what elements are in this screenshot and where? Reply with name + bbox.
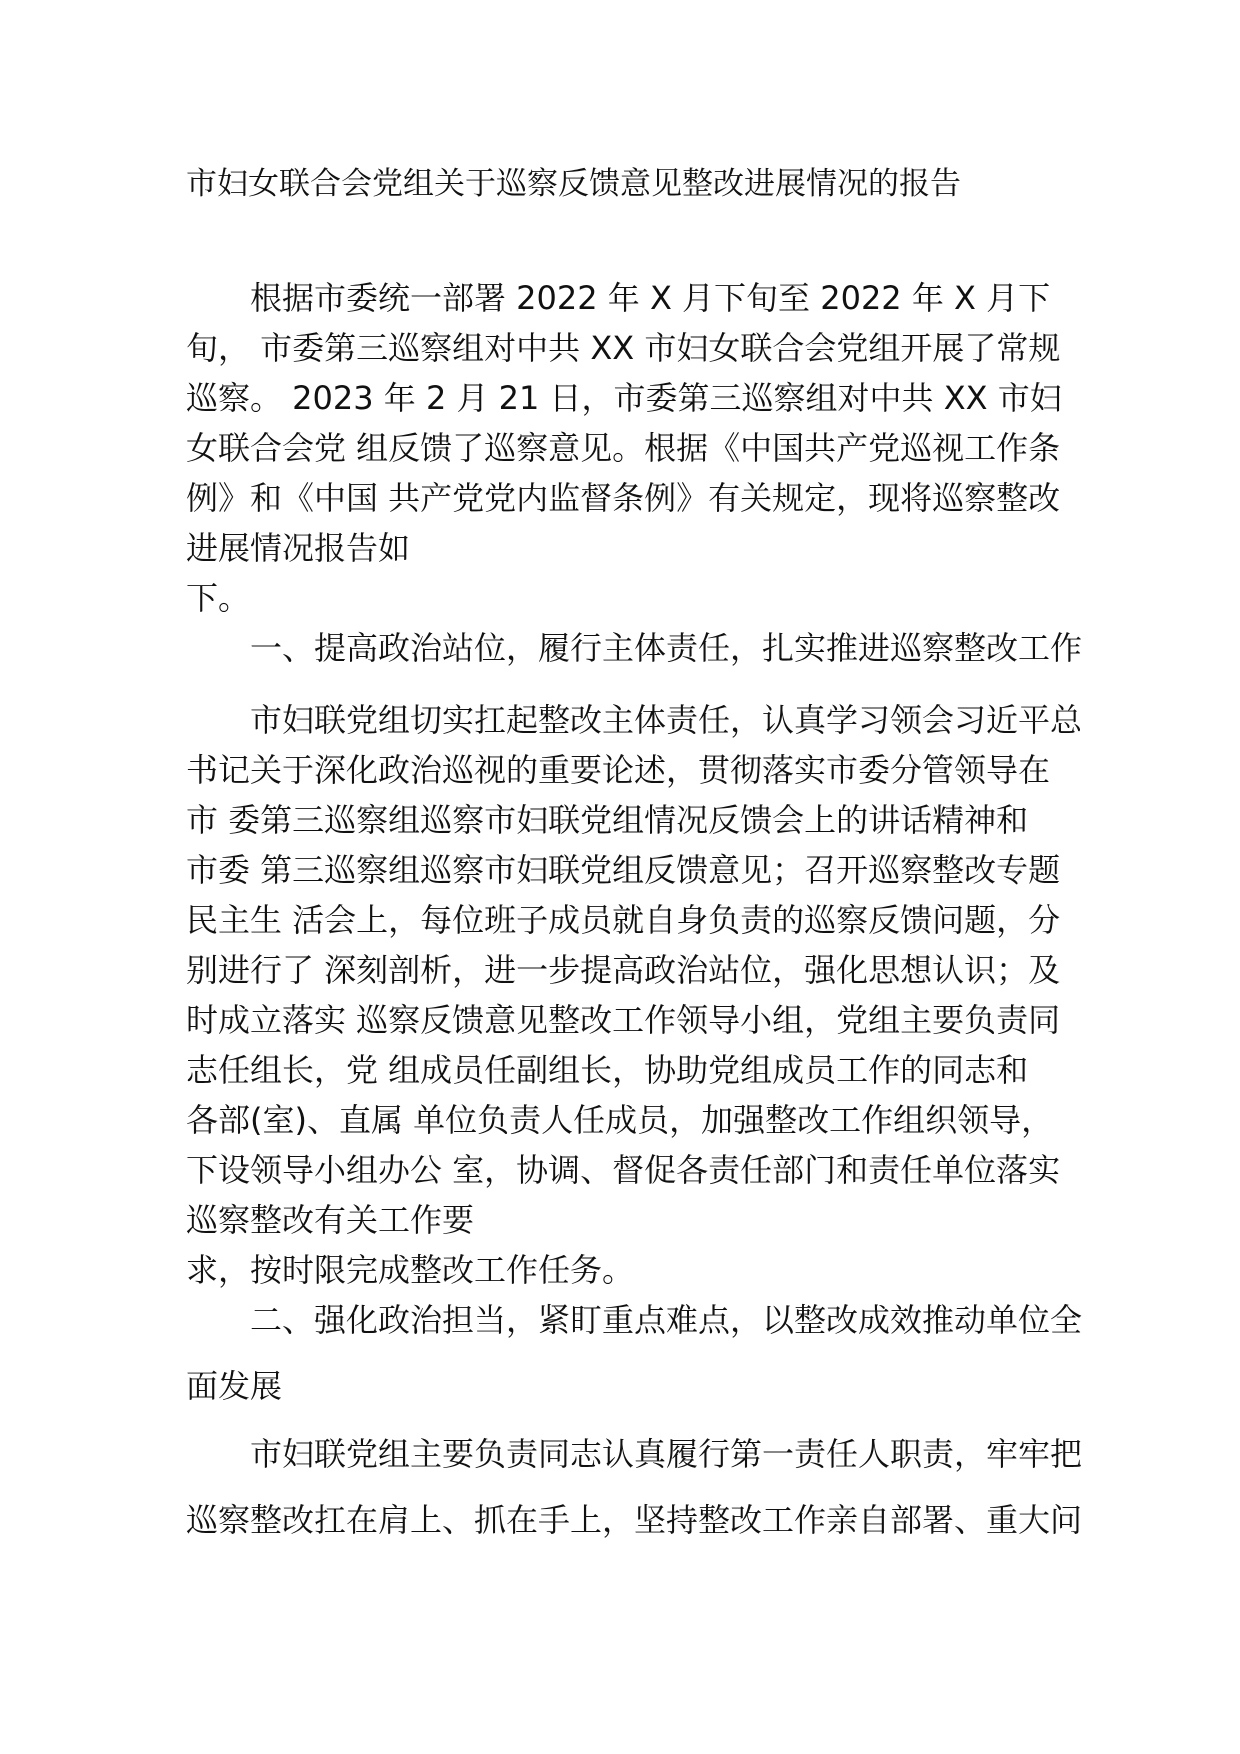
body-line: 时成立落实 巡察反馈意见整改工作领导小组，党组主要负责同 [186, 1001, 1061, 1039]
body-line: 进展情况报告如 [186, 529, 411, 567]
section-heading-1: 一、提高政治站位，履行主体责任，扎实推进巡察整改工作 [250, 629, 1083, 667]
body-line: 巡察整改有关工作要 [186, 1201, 475, 1239]
body-line: 志任组长，党 组成员任副组长，协助党组成员工作的同志和 [186, 1051, 1029, 1089]
body-line: 旬， 市委第三巡察组对中共 XX 市妇女联合会党组开展了常规 [186, 329, 1061, 367]
body-line: 巡察。 2023 年 2 月 21 日，市委第三巡察组对中共 XX 市妇 [186, 379, 1062, 417]
section-heading-2-cont: 面发展 [186, 1367, 283, 1405]
body-line: 书记关于深化政治巡视的重要论述，贯彻落实市委分管领导在 [186, 751, 1051, 789]
body-line: 别进行了 深刻剖析，进一步提高政治站位，强化思想认识；及 [186, 951, 1061, 989]
body-line: 求，按时限完成整改工作任务。 [186, 1251, 635, 1289]
body-line: 市委 第三巡察组巡察市妇联党组反馈意见；召开巡察整改专题 [186, 851, 1061, 889]
body-line: 巡察整改扛在肩上、抓在手上，坚持整改工作亲自部署、重大问 [186, 1501, 1083, 1539]
body-line: 根据市委统一部署 2022 年 X 月下旬至 2022 年 X 月下 [250, 279, 1051, 317]
body-line: 各部(室)、直属 单位负责人任成员，加强整改工作组织领导， [186, 1101, 1054, 1139]
body-line: 下。 [186, 579, 251, 617]
body-line: 下设领导小组办公 室，协调、督促各责任部门和责任单位落实 [186, 1151, 1061, 1189]
body-line: 女联合会党 组反馈了巡察意见。根据《中国共产党巡视工作条 [186, 429, 1061, 467]
document-title: 市妇女联合会党组关于巡察反馈意见整改进展情况的报告 [186, 166, 961, 202]
section-heading-2: 二、强化政治担当，紧盯重点难点，以整改成效推动单位全 [250, 1301, 1083, 1339]
body-line: 市妇联党组主要负责同志认真履行第一责任人职责，牢牢把 [250, 1435, 1083, 1473]
body-line: 市妇联党组切实扛起整改主体责任，认真学习领会习近平总 [250, 701, 1083, 739]
body-line: 例》和《中国 共产党党内监督条例》有关规定，现将巡察整改 [186, 479, 1061, 517]
body-line: 市 委第三巡察组巡察市妇联党组情况反馈会上的讲话精神和 [186, 801, 1029, 839]
body-line: 民主生 活会上，每位班子成员就自身负责的巡察反馈问题，分 [186, 901, 1061, 939]
